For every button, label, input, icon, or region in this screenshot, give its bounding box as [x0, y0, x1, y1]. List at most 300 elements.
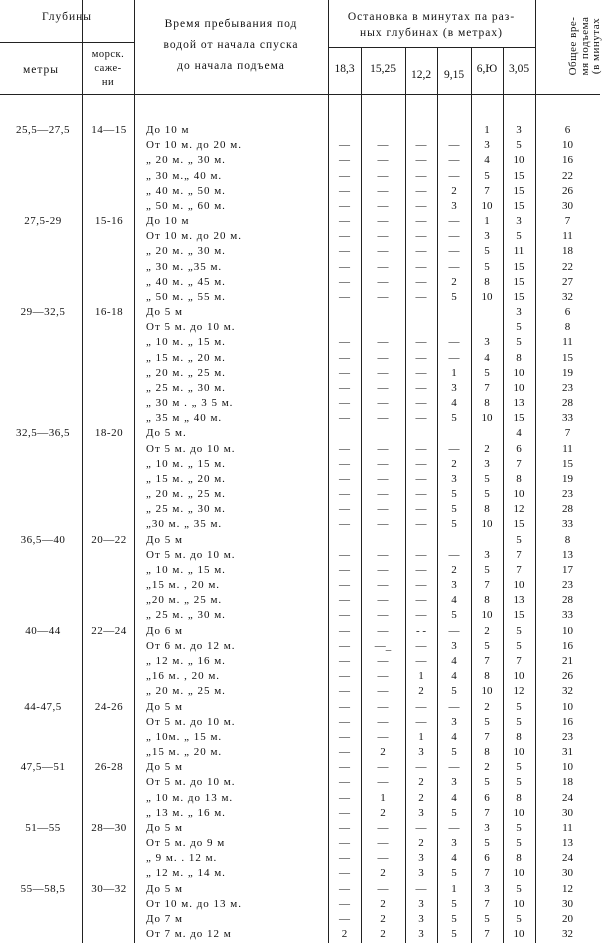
time-range: „ 12 м. „ 14 м. — [146, 867, 226, 880]
stop-minutes: 2 — [380, 897, 386, 910]
stop-minutes: — — [448, 169, 460, 182]
stop-minutes: — — [415, 700, 427, 713]
stop-minutes: — — [339, 184, 350, 197]
stop-minutes: — — [415, 655, 427, 667]
stop-minutes: 10 — [513, 670, 525, 683]
stop-minutes: — — [377, 245, 389, 258]
stop-minutes: 15 — [513, 169, 525, 182]
stop-minutes: — — [415, 260, 427, 273]
stop-minutes: — — [339, 503, 350, 516]
stop-minutes: 8 — [484, 503, 490, 516]
total-minutes: 10 — [562, 700, 573, 713]
time-range: До 10 м — [146, 215, 190, 227]
stop-minutes: — — [415, 563, 427, 576]
total-minutes: 27 — [562, 275, 573, 288]
stop-minutes: 2 — [484, 442, 490, 455]
total-minutes: 13 — [562, 837, 573, 849]
total-minutes: 16 — [562, 639, 573, 652]
time-range: „ 13 м. „ 16 м. — [146, 806, 226, 819]
stop-minutes: 4 — [451, 730, 457, 743]
stop-minutes: 1 — [484, 215, 490, 227]
stop-minutes: — — [339, 715, 350, 728]
stop-minutes: — — [339, 655, 350, 667]
time-range: „ 30 м.„ 40 м. — [146, 169, 223, 182]
stop-minutes: 10 — [481, 290, 493, 303]
stop-minutes: 5 — [516, 336, 522, 349]
total-minutes: 8 — [564, 321, 571, 334]
stop-minutes: — — [339, 442, 350, 455]
stop-minutes: 5 — [451, 488, 457, 501]
total-minutes: 17 — [562, 563, 573, 576]
total-minutes: 6 — [564, 124, 571, 136]
stop-minutes: 8 — [516, 852, 522, 865]
stop-minutes: — — [377, 154, 389, 167]
time-range: „ 10м. „ 15 м. — [146, 730, 223, 743]
stop-minutes: — — [339, 169, 350, 182]
stop-minutes: — — [339, 381, 350, 394]
total-minutes: 20 — [562, 912, 573, 925]
stop-minutes: — — [377, 685, 389, 698]
time-range: „ 15 м. „ 20 м. — [146, 472, 226, 485]
stop-minutes: 10 — [481, 609, 493, 622]
stop-minutes: — — [339, 730, 350, 743]
stop-minutes: 10 — [513, 488, 525, 501]
total-minutes: 30 — [562, 897, 573, 910]
stop-minutes: 15 — [513, 199, 525, 212]
total-minutes: 32 — [562, 290, 573, 303]
time-range: От 10 м. до 20 м. — [146, 139, 243, 152]
stop-minutes: — — [339, 837, 350, 849]
time-range: От 6 м. до 12 м. — [146, 639, 236, 652]
depth-fathoms: 26-28 — [94, 761, 124, 774]
stop-minutes: — — [415, 715, 427, 728]
stop-minutes: 10 — [513, 154, 525, 167]
time-range: От 5 м. до 10 м. — [146, 776, 236, 789]
header-time-under-water: Время пребывания под водой от начала спуска до начала подъема — [163, 18, 299, 72]
stop-minutes: 2 — [484, 761, 490, 774]
stop-minutes: 3 — [418, 867, 424, 880]
stop-minutes: 3 — [451, 715, 457, 728]
stop-minutes: 7 — [484, 381, 490, 394]
stop-minutes: 12 — [513, 503, 525, 516]
stop-minutes: — — [415, 821, 427, 834]
time-range: „15 м. , 20 м. — [146, 579, 221, 592]
time-range: „ 12 м. „ 16 м. — [146, 655, 226, 667]
stop-minutes: 3 — [451, 472, 457, 485]
depth-meters: 36,5—40 — [20, 533, 66, 546]
stop-minutes: — — [377, 518, 389, 531]
header-rule — [0, 42, 134, 43]
stop-minutes: — — [415, 472, 427, 485]
stop-minutes: — — [339, 624, 350, 637]
depth-fathoms: 22—24 — [91, 624, 127, 637]
stop-minutes: — — [415, 245, 427, 258]
stop-minutes: — — [448, 336, 460, 349]
stop-minutes: 2 — [380, 912, 386, 925]
stop-minutes: 5 — [516, 230, 522, 243]
stop-minutes: — — [415, 230, 427, 243]
time-range: От 5 м. до 9 м — [146, 837, 226, 849]
depth-fathoms: 28—30 — [91, 821, 127, 834]
stop-minutes: — — [377, 624, 389, 637]
stop-minutes: 3 — [451, 837, 457, 849]
stop-minutes: — — [415, 290, 427, 303]
stop-minutes: 3 — [451, 199, 457, 212]
total-minutes: 15 — [562, 457, 573, 470]
stop-minutes: 4 — [451, 670, 457, 683]
stop-minutes: 2 — [341, 928, 348, 940]
time-range: От 10 м. до 20 м. — [146, 230, 243, 243]
stop-minutes: — — [339, 776, 350, 789]
time-range: „ 25 м. „ 30 м. — [146, 609, 226, 622]
total-minutes: 26 — [562, 670, 573, 683]
total-minutes: 24 — [562, 852, 573, 865]
stop-minutes: — — [377, 366, 389, 379]
stop-minutes: 15 — [513, 260, 525, 273]
stop-minutes: — — [448, 351, 460, 364]
time-range: „ 10 м. „ 15 м. — [146, 457, 226, 470]
depth-meters: 27,5-29 — [24, 215, 62, 227]
stop-minutes: 15 — [513, 412, 525, 425]
header-meters: метры — [22, 64, 60, 76]
stop-minutes: — — [377, 882, 389, 895]
stop-minutes: — — [377, 412, 389, 425]
total-minutes: 19 — [562, 472, 573, 485]
stop-minutes: — — [377, 457, 389, 470]
depth-fathoms: 14—15 — [91, 124, 127, 136]
stop-minutes: 5 — [516, 533, 522, 546]
time-range: „ 35 м „ 40 м. — [146, 412, 223, 425]
time-range: От 5 м. до 10 м. — [146, 321, 236, 334]
total-minutes: 23 — [562, 488, 573, 501]
total-minutes: 23 — [562, 381, 573, 394]
stop-minutes: — — [448, 260, 460, 273]
stop-minutes: — — [377, 730, 389, 743]
stop-minutes: 12 — [513, 685, 525, 698]
stop-minutes: 3 — [451, 579, 457, 592]
stop-minutes: 1 — [418, 730, 424, 743]
time-range: „15 м. „ 20 м. — [146, 746, 223, 758]
stop-minutes: 4 — [484, 154, 490, 167]
stop-minutes: — — [448, 215, 460, 227]
total-minutes: 15 — [562, 351, 573, 364]
total-minutes: 33 — [562, 609, 573, 622]
time-range: „ 20 м. „ 30 м. — [146, 154, 226, 167]
total-minutes: 13 — [562, 548, 573, 561]
stop-minutes: 3 — [451, 639, 457, 652]
stop-minutes: 5 — [516, 821, 522, 834]
stop-minutes: 3 — [484, 882, 490, 895]
stop-minutes: — — [448, 700, 460, 713]
stop-minutes: 10 — [481, 685, 493, 698]
stop-minutes: 11 — [513, 245, 525, 258]
time-range: „ 20 м. „ 25 м. — [146, 685, 226, 698]
stop-minutes: — — [339, 245, 350, 258]
time-range: „ 25 м. „ 30 м. — [146, 503, 226, 516]
stop-minutes: 8 — [484, 275, 490, 288]
time-range: „ 20 м. „ 25 м. — [146, 366, 226, 379]
stop-minutes: 7 — [484, 867, 490, 880]
total-minutes: 7 — [564, 215, 571, 227]
stop-minutes: — — [415, 503, 427, 516]
total-minutes: 33 — [562, 518, 573, 531]
stop-minutes: — — [339, 199, 350, 212]
depth-meters: 25,5—27,5 — [16, 124, 70, 136]
stop-minutes: 5 — [484, 639, 490, 652]
stop-minutes: — — [415, 518, 427, 531]
stop-minutes: 5 — [451, 518, 457, 531]
time-range: До 5 м — [146, 533, 183, 546]
total-minutes: 10 — [562, 761, 573, 774]
stop-minutes: — — [448, 624, 460, 637]
total-minutes: 11 — [562, 821, 573, 834]
stop-minutes: — — [377, 260, 389, 273]
stop-minutes: — — [339, 806, 350, 819]
stop-minutes: — — [448, 821, 460, 834]
stop-minutes: — — [415, 639, 427, 652]
stop-minutes: 3 — [418, 806, 424, 819]
stop-minutes: 5 — [516, 715, 522, 728]
stop-minutes: — — [448, 442, 460, 455]
header-stop-depth: 15,25 — [370, 63, 396, 75]
stop-minutes: 5 — [516, 639, 522, 652]
time-range: „16 м. , 20 м. — [146, 670, 221, 683]
stop-minutes: 15 — [513, 518, 525, 531]
stop-minutes: 10 — [513, 381, 525, 394]
stop-minutes: 3 — [484, 139, 490, 152]
time-range: „20 м. „ 25 м. — [146, 594, 223, 607]
stop-minutes: 10 — [481, 518, 493, 531]
time-range: До 5 м — [146, 700, 183, 713]
stop-minutes: 5 — [451, 609, 457, 622]
stop-minutes: — — [339, 215, 350, 227]
stop-minutes: 5 — [451, 897, 457, 910]
time-range: „ 20 м. „ 30 м. — [146, 245, 226, 258]
stop-minutes: 10 — [513, 366, 525, 379]
time-range: От 5 м. до 10 м. — [146, 715, 236, 728]
stop-minutes: — — [377, 488, 389, 501]
total-minutes: 21 — [562, 655, 573, 667]
stop-minutes: 5 — [516, 837, 522, 849]
stop-minutes: — — [339, 791, 350, 804]
stop-minutes: — — [377, 397, 389, 410]
stop-minutes: 8 — [516, 730, 522, 743]
stop-minutes: 5 — [451, 867, 457, 880]
time-range: „ 15 м. „ 20 м. — [146, 351, 226, 364]
stop-minutes: — — [377, 821, 389, 834]
stop-minutes: — — [377, 715, 389, 728]
stop-minutes: — — [377, 184, 389, 197]
stop-minutes: 5 — [451, 912, 457, 925]
stop-minutes: 15 — [513, 290, 525, 303]
depth-fathoms: 24-26 — [94, 700, 124, 713]
stop-minutes: 5 — [484, 472, 490, 485]
total-minutes: 31 — [562, 746, 573, 758]
stop-minutes: 10 — [513, 806, 525, 819]
stop-minutes: — — [415, 882, 427, 895]
stop-minutes: 7 — [484, 184, 490, 197]
stop-minutes: 10 — [481, 199, 493, 212]
stop-minutes: 2 — [418, 776, 424, 789]
stop-minutes: 6 — [516, 442, 522, 455]
stop-minutes: — — [415, 548, 427, 561]
stop-minutes: 7 — [516, 548, 522, 561]
stop-minutes: — — [339, 260, 350, 273]
total-minutes: 16 — [562, 715, 573, 728]
stop-minutes: 2 — [451, 184, 457, 197]
stop-minutes: 2 — [380, 867, 386, 880]
stop-minutes: — — [339, 852, 350, 865]
header-stop-depth: 9,15 — [443, 69, 465, 81]
total-minutes: 12 — [562, 882, 573, 895]
stop-minutes: 3 — [418, 912, 424, 925]
stop-minutes: 2 — [484, 624, 490, 637]
total-minutes: 11 — [562, 336, 573, 349]
stop-minutes: 3 — [418, 852, 424, 865]
header-stop-depth: 12,2 — [410, 69, 432, 81]
stop-minutes: 10 — [481, 412, 493, 425]
total-minutes: 6 — [564, 306, 571, 318]
total-minutes: 19 — [562, 366, 573, 379]
total-minutes: 26 — [562, 184, 573, 197]
time-range: До 5 м — [146, 882, 183, 895]
stop-minutes: 8 — [516, 351, 522, 364]
stop-minutes: 2 — [380, 746, 386, 758]
total-minutes: 33 — [562, 412, 573, 425]
stop-minutes: — — [377, 700, 389, 713]
stop-minutes: 10 — [513, 897, 525, 910]
stop-minutes: 8 — [484, 594, 490, 607]
stop-minutes: — — [415, 609, 427, 622]
stop-minutes: — — [415, 397, 427, 410]
stop-minutes: — — [377, 215, 389, 227]
stop-minutes: — — [339, 746, 350, 758]
depth-meters: 47,5—51 — [20, 761, 66, 774]
stop-minutes: — — [377, 275, 389, 288]
stop-minutes: 1 — [451, 882, 457, 895]
header-depths: Глубины — [41, 11, 92, 23]
stop-minutes: 4 — [451, 655, 457, 667]
stop-minutes: — — [339, 563, 350, 576]
stop-minutes: 5 — [516, 912, 522, 925]
stop-minutes: — — [448, 761, 460, 774]
stop-minutes: — — [377, 230, 389, 243]
time-range: „ 20 м. „ 25 м. — [146, 488, 226, 501]
total-minutes: 16 — [562, 154, 573, 167]
depth-meters: 40—44 — [25, 624, 61, 637]
stop-minutes: 15 — [513, 609, 525, 622]
stop-minutes: — — [415, 139, 427, 152]
stop-minutes: 4 — [451, 852, 457, 865]
stop-minutes: — — [415, 215, 427, 227]
stop-minutes: - - — [415, 624, 427, 637]
stop-minutes: — — [377, 761, 389, 774]
stop-minutes: 5 — [516, 624, 522, 637]
stop-minutes: — — [415, 169, 427, 182]
stop-minutes: — — [377, 776, 389, 789]
time-range: До 5 м — [146, 761, 183, 774]
stop-minutes: — — [377, 594, 389, 607]
stop-minutes: 5 — [484, 245, 490, 258]
stop-minutes: 3 — [451, 381, 457, 394]
stop-minutes: 13 — [513, 397, 525, 410]
stop-minutes: 4 — [451, 594, 457, 607]
time-range: „ 25 м. „ 30 м. — [146, 381, 226, 394]
stop-minutes: 5 — [484, 366, 490, 379]
time-range: До 5 м. — [146, 427, 187, 440]
stop-minutes: — — [448, 548, 460, 561]
stop-minutes: 7 — [516, 457, 522, 470]
total-minutes: 30 — [562, 199, 573, 212]
stop-minutes: 1 — [418, 670, 424, 683]
total-minutes: 28 — [562, 503, 573, 516]
stop-minutes: 5 — [484, 715, 490, 728]
stop-minutes: 8 — [484, 670, 490, 683]
depth-fathoms: 30—32 — [91, 882, 127, 895]
stop-minutes: — — [377, 290, 389, 303]
stop-minutes: — — [339, 488, 350, 501]
stop-minutes: — — [448, 139, 460, 152]
stop-minutes: — — [339, 366, 350, 379]
stop-minutes: — — [339, 867, 350, 880]
stop-minutes: 1 — [484, 124, 490, 136]
stop-minutes: — — [377, 503, 389, 516]
stop-minutes: 7 — [484, 806, 490, 819]
total-minutes: 22 — [562, 169, 573, 182]
depth-fathoms: 15-16 — [94, 215, 124, 227]
time-range: „ 30 м . „ 3 5 м. — [146, 397, 234, 410]
stop-minutes: 4 — [516, 427, 522, 440]
stop-minutes: — — [377, 670, 389, 683]
stop-minutes: — — [339, 594, 350, 607]
stop-minutes: — — [339, 472, 350, 485]
stop-minutes: 5 — [484, 169, 490, 182]
stop-minutes: — — [415, 442, 427, 455]
stop-minutes: — — [339, 548, 350, 561]
depth-meters: 55—58,5 — [20, 882, 66, 895]
total-minutes: 23 — [562, 579, 573, 592]
stop-minutes: 3 — [418, 746, 424, 758]
stop-minutes: 2 — [484, 700, 490, 713]
stop-minutes: 5 — [451, 806, 457, 819]
total-minutes: 18 — [562, 776, 573, 789]
stop-minutes: 3 — [484, 548, 490, 561]
stop-minutes: — — [415, 457, 427, 470]
stop-minutes: — — [377, 139, 389, 152]
stop-minutes: 3 — [451, 776, 457, 789]
stop-minutes: — — [415, 381, 427, 394]
stop-minutes: 4 — [451, 397, 457, 410]
stop-minutes: — — [339, 897, 350, 910]
header-rule — [328, 47, 535, 48]
stop-minutes: 3 — [516, 306, 522, 318]
stop-minutes: — — [339, 397, 350, 410]
stop-minutes: — — [339, 912, 350, 925]
stop-minutes: 10 — [513, 746, 525, 758]
stop-minutes: — — [339, 761, 350, 774]
time-range: „ 50 м. „ 55 м. — [146, 290, 226, 303]
stop-minutes: — — [377, 852, 389, 865]
stop-minutes: 5 — [516, 139, 522, 152]
time-range: „30 м. „ 35 м. — [146, 518, 223, 531]
time-range: До 6 м — [146, 624, 183, 637]
time-range: От 5 м. до 10 м. — [146, 442, 236, 455]
depth-meters: 32,5—36,5 — [16, 427, 70, 440]
stop-minutes: 2 — [380, 806, 386, 819]
stop-minutes: — — [339, 518, 350, 531]
header-stop-depth: 18,3 — [334, 63, 355, 75]
stop-minutes: 2 — [418, 791, 424, 804]
